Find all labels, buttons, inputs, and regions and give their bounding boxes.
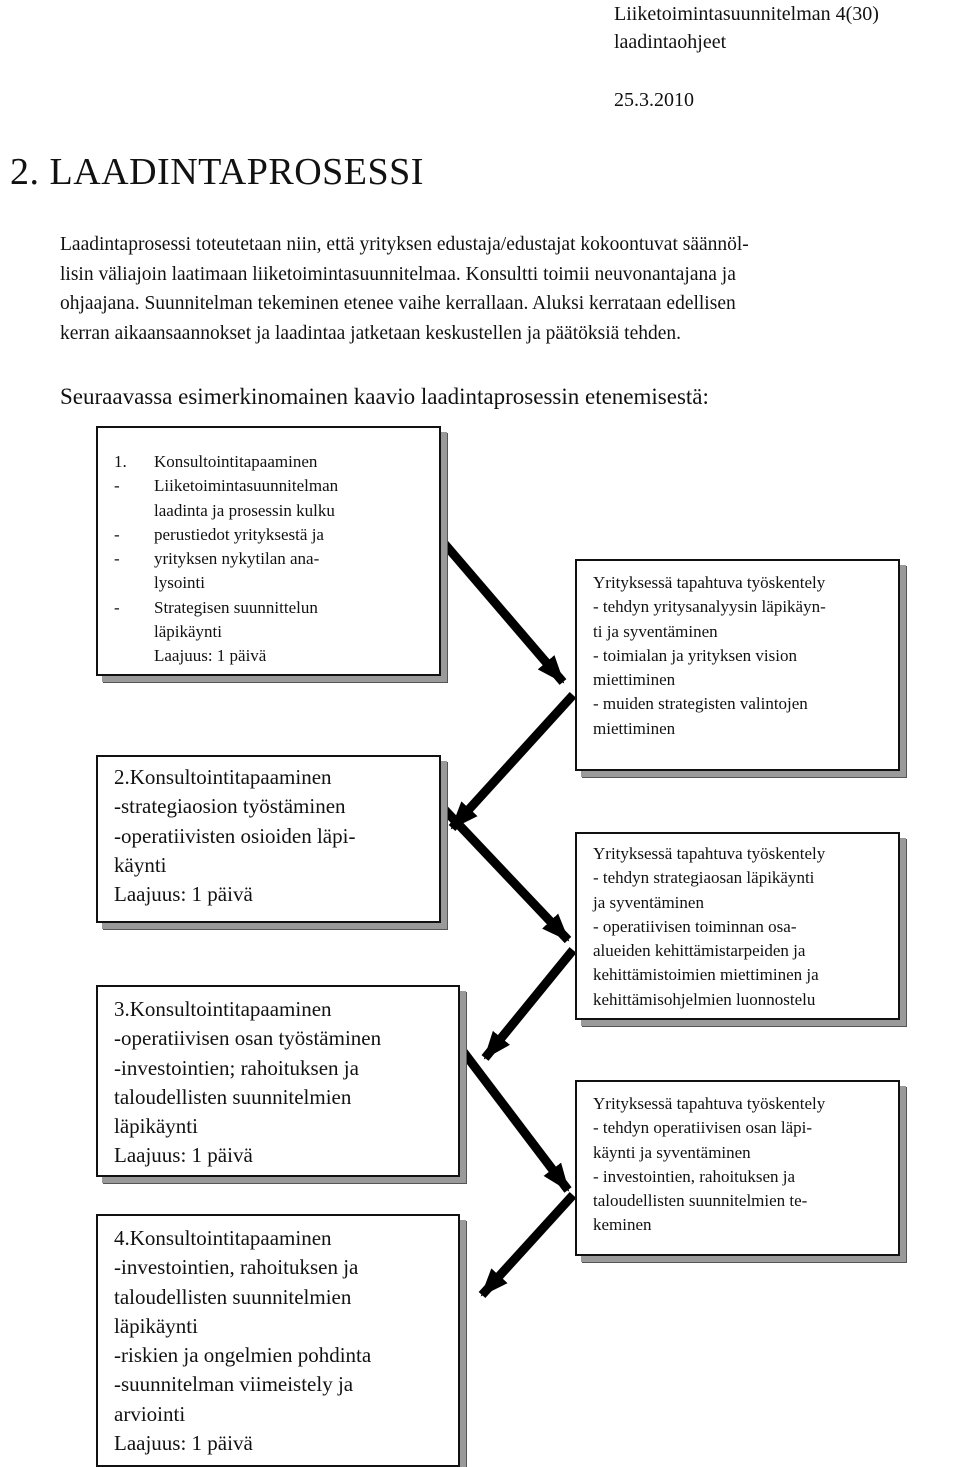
meeting-3-line: -investointien; rahoituksen ja: [114, 1055, 359, 1080]
meeting-3-title: 3.Konsultointitapaaminen: [114, 997, 332, 1021]
company-work-3-line: taloudellisten suunnitelmien te-: [593, 1191, 808, 1211]
meeting-1-number: 1.: [114, 452, 127, 471]
meeting-4-box: [96, 1214, 460, 1467]
meeting-1-item: Strategisen suunnittelun: [154, 597, 318, 617]
arrow-meeting2-to-work2: [443, 808, 568, 940]
company-work-1-title: Yrityksessä tapahtuva työskentely: [593, 573, 826, 592]
meeting-4-title: 4.Konsultointitapaaminen: [114, 1226, 332, 1250]
meeting-1-item: läpikäynti: [154, 622, 222, 642]
intro-paragraph: [60, 230, 955, 348]
header-document-title: Liiketoimintasuunnitelman 4(30): [614, 3, 879, 25]
meeting-1-scope: Laajuus: 1 päivä: [154, 646, 267, 666]
meeting-3-line: taloudellisten suunnitelmien: [114, 1084, 352, 1109]
company-work-3-title: Yrityksessä tapahtuva työskentely: [593, 1094, 826, 1113]
meeting-1-box: [96, 426, 441, 676]
header-date: 25.3.2010: [614, 89, 694, 111]
meeting-4-line: arviointi: [114, 1401, 186, 1426]
company-work-2-line: - tehdyn strategiaosan läpikäynti: [593, 868, 815, 888]
meeting-1-item: Liiketoimintasuunnitelman: [154, 476, 339, 496]
arrow-meeting3-to-work3: [462, 1050, 568, 1190]
header-document-subtitle: laadintaohjeet: [614, 31, 727, 53]
company-work-3-box: [575, 1080, 900, 1256]
meeting-2-box: [96, 755, 441, 923]
diagram-lead-text: Seuraavassa esimerkinomainen kaavio laadintaprosessin etenemisestä:: [60, 384, 709, 409]
meeting-2-title: 2.Konsultointitapaaminen: [114, 765, 332, 789]
company-work-2-line: alueiden kehittämistarpeiden ja: [593, 941, 806, 961]
company-work-3-line: keminen: [593, 1215, 652, 1235]
meeting-4-line: taloudellisten suunnitelmien: [114, 1284, 352, 1309]
meeting-2-scope: Laajuus: 1 päivä: [114, 882, 253, 907]
meeting-1-item: lysointi: [154, 573, 206, 593]
meeting-3-box: [96, 985, 460, 1177]
meeting-2-line: käynti: [114, 852, 167, 877]
company-work-1-line: miettiminen: [593, 670, 676, 690]
company-work-3-line: käynti ja syventäminen: [593, 1142, 751, 1162]
meeting-4-line: läpikäynti: [114, 1313, 198, 1338]
meeting-4-line: -riskien ja ongelmien pohdinta: [114, 1343, 372, 1368]
company-work-1-box: [575, 559, 900, 771]
company-work-2-line: kehittämisohjelmien luonnostelu: [593, 989, 816, 1009]
intro-line: ohjaajana. Suunnitelman tekeminen etenee vaihe kerrallaan. Aluksi kerrataan edellisen: [60, 293, 736, 314]
meeting-3-line: -operatiivisen osan työstäminen: [114, 1026, 382, 1051]
company-work-2-box: [575, 832, 900, 1020]
company-work-1-line: miettiminen: [593, 718, 676, 738]
meeting-3-scope: Laajuus: 1 päivä: [114, 1143, 253, 1168]
intro-line: Laadintaprosessi toteutetaan niin, että yrityksen edustaja/edustajat kokoontuvat säännöl-: [60, 234, 749, 255]
section-title: 2. LAADINTAPROSESSI: [10, 151, 424, 193]
company-work-1-line: - toimialan ja yrityksen vision: [593, 645, 797, 665]
meeting-1-item: yrityksen nykytilan ana-: [154, 549, 320, 569]
bullet-dash: -: [114, 524, 120, 544]
company-work-2-title: Yrityksessä tapahtuva työskentely: [593, 844, 826, 863]
meeting-4-line: -investointien, rahoituksen ja: [114, 1255, 359, 1280]
meeting-3-line: läpikäynti: [114, 1114, 198, 1139]
company-work-2-line: kehittämistoimien miettiminen ja: [593, 965, 819, 985]
arrow-work1-to-meeting2: [452, 695, 573, 828]
arrow-work2-to-meeting3: [485, 950, 573, 1058]
meeting-2-line: -strategiaosion työstäminen: [114, 794, 346, 819]
meeting-4-line: -suunnitelman viimeistely ja: [114, 1372, 354, 1397]
company-work-3-line: - tehdyn operatiivisen osan läpi-: [593, 1118, 813, 1138]
company-work-1-line: ti ja syventäminen: [593, 621, 718, 641]
bullet-dash: -: [114, 597, 120, 617]
company-work-2-line: ja syventäminen: [593, 892, 704, 912]
meeting-1-item: laadinta ja prosessin kulku: [154, 500, 335, 520]
meeting-1-item: perustiedot yrityksestä ja: [154, 524, 324, 544]
bullet-dash: -: [114, 549, 120, 569]
company-work-1-line: - tehdyn yritysanalyysin läpikäyn-: [593, 597, 826, 617]
arrow-work3-to-meeting4: [482, 1195, 573, 1295]
intro-line: lisin väliajoin laatimaan liiketoimintasuunnitelmaa. Konsultti toimii neuvonantajana ja: [60, 263, 736, 285]
intro-line: kerran aikaansaannokset ja laadintaa jatketaan keskustellen ja päätöksiä tehden.: [60, 322, 682, 344]
company-work-3-line: - investointien, rahoituksen ja: [593, 1166, 796, 1186]
company-work-2-line: - operatiivisen toiminnan osa-: [593, 916, 797, 936]
bullet-dash: -: [114, 476, 120, 496]
company-work-1-line: - muiden strategisten valintojen: [593, 694, 808, 714]
meeting-2-line: -operatiivisten osioiden läpi-: [114, 823, 356, 848]
arrow-meeting1-to-work1: [443, 542, 563, 682]
meeting-4-scope: Laajuus: 1 päivä: [114, 1431, 253, 1456]
meeting-1-title: Konsultointitapaaminen: [154, 452, 318, 471]
